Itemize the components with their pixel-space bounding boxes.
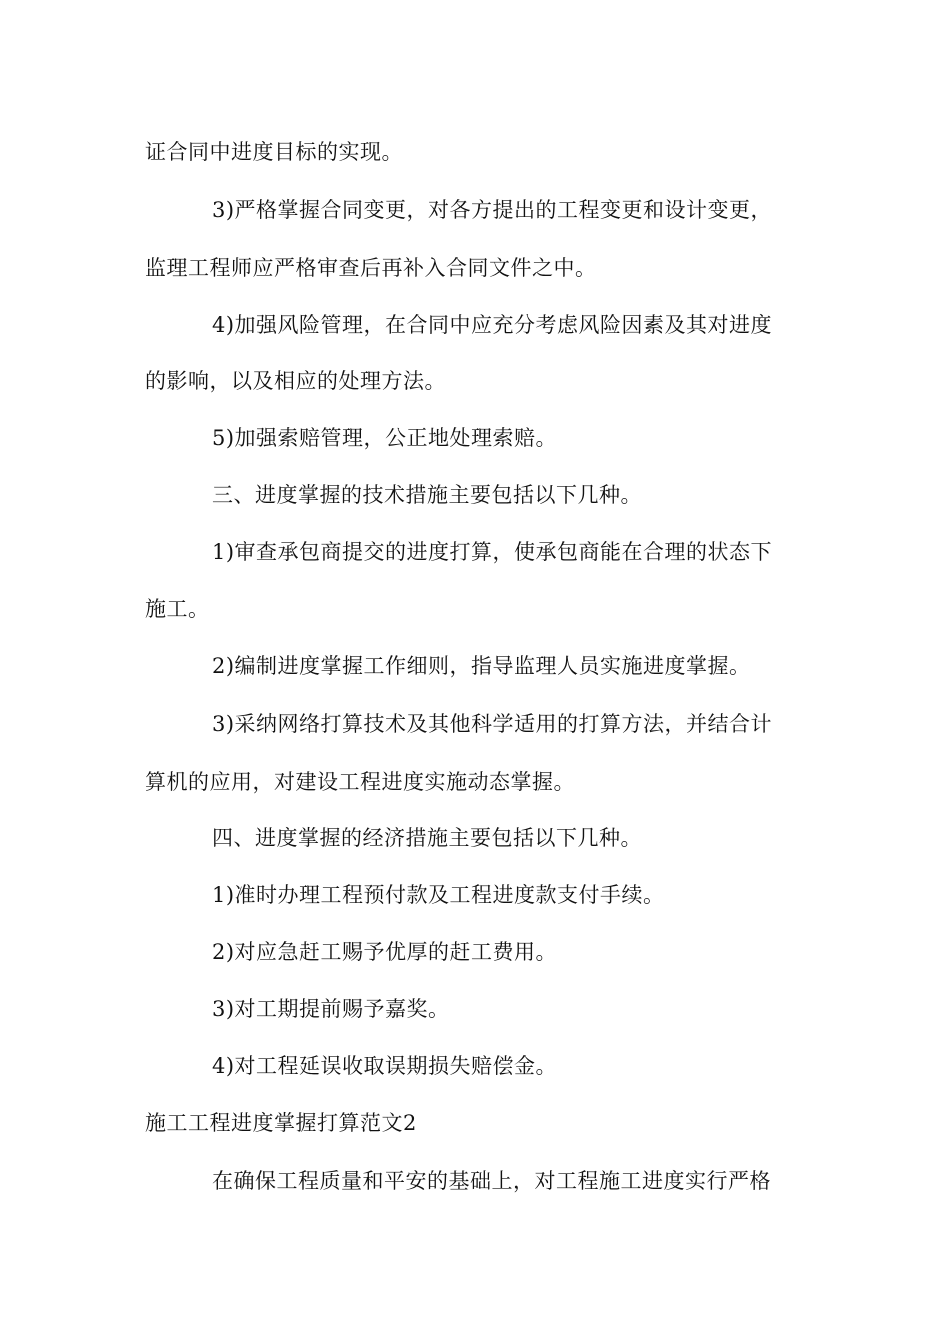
paragraph-line: 3)严格掌握合同变更，对各方提出的工程变更和设计变更，: [212, 198, 773, 222]
paragraph-line: 监理工程师应严格审查后再补入合同文件之中。: [145, 256, 597, 280]
paragraph-line: 4)加强风险管理，在合同中应充分考虑风险因素及其对进度: [212, 313, 773, 337]
paragraph-line: 在确保工程质量和平安的基础上，对工程施工进度实行严格: [212, 1169, 771, 1193]
section-heading: 四、进度掌握的经济措施主要包括以下几种。: [212, 826, 642, 850]
paragraph-line: 算机的应用，对建设工程进度实施动态掌握。: [145, 770, 575, 794]
paragraph-line: 5)加强索赔管理，公正地处理索赔。: [212, 426, 558, 450]
document-title: 施工工程进度掌握打算范文2: [145, 1111, 417, 1135]
paragraph-line: 4)对工程延误收取误期损失赔偿金。: [212, 1054, 558, 1078]
paragraph-line: 1)审查承包商提交的进度打算，使承包商能在合理的状态下: [212, 540, 773, 564]
paragraph-line: 2)对应急赶工赐予优厚的赶工费用。: [212, 940, 558, 964]
paragraph-line: 2)编制进度掌握工作细则，指导监理人员实施进度掌握。: [212, 654, 751, 678]
section-heading: 三、进度掌握的技术措施主要包括以下几种。: [212, 483, 642, 507]
paragraph-line: 证合同中进度目标的实现。: [145, 140, 403, 164]
paragraph-line: 1)准时办理工程预付款及工程进度款支付手续。: [212, 883, 665, 907]
paragraph-line: 的影响，以及相应的处理方法。: [145, 369, 446, 393]
paragraph-line: 3)采纳网络打算技术及其他科学适用的打算方法，并结合计: [212, 712, 773, 736]
paragraph-line: 3)对工期提前赐予嘉奖。: [212, 997, 450, 1021]
paragraph-line: 施工。: [145, 597, 210, 621]
